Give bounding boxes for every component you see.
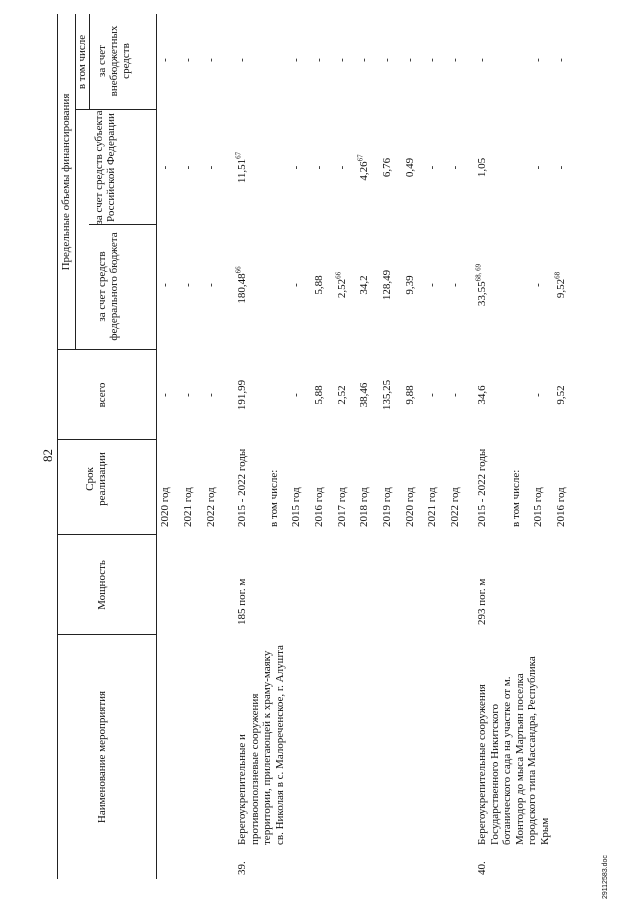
federal-amount: -: [426, 283, 438, 287]
federal-value: [182, 240, 195, 330]
period-value: 2015 год: [290, 487, 302, 527]
header-total: всего: [96, 382, 108, 408]
federal-value: [358, 240, 371, 330]
federal-value: [205, 240, 218, 330]
total-value: 2,52: [336, 385, 348, 405]
period-value: 2021 год: [426, 487, 438, 527]
column-divider-capacity: [57, 534, 156, 535]
period-value: 2019 год: [381, 487, 393, 527]
federal-value: [290, 240, 303, 330]
regional-value: [205, 120, 218, 215]
extra-value: -: [476, 58, 488, 62]
period-value: 2020 год: [404, 487, 416, 527]
footnote-ref: 66: [234, 266, 243, 274]
total-value: 135,25: [381, 379, 393, 411]
regional-value: [404, 120, 417, 215]
federal-value: [404, 240, 417, 330]
federal-amount: -: [159, 283, 171, 287]
total-value: 9,88: [404, 385, 416, 405]
federal-amount: -: [449, 283, 461, 287]
regional-amount: 1,05: [476, 157, 488, 178]
period-value: 2015 год: [532, 487, 544, 527]
column-divider-total: [57, 349, 156, 350]
regional-value: [532, 120, 545, 215]
regional-amount: -: [182, 165, 194, 170]
period-value: 2018 год: [358, 487, 370, 527]
period-value: 2016 год: [313, 487, 325, 527]
regional-value: [381, 120, 394, 215]
capacity-value: 185 пог. м: [236, 578, 248, 625]
regional-amount: -: [205, 165, 217, 170]
header-regional: за счет средств субъекта Российской Федерации: [93, 110, 117, 225]
total-value: 191,99: [236, 379, 248, 411]
regional-amount: -: [449, 165, 461, 170]
footnote-ref: 68, 69: [474, 263, 483, 282]
regional-value: [182, 120, 195, 215]
regional-amount: -: [159, 165, 171, 170]
regional-amount: -: [290, 165, 302, 170]
total-value: -: [449, 393, 461, 397]
regional-value: [313, 120, 326, 215]
federal-amount: 33,55: [476, 281, 488, 307]
period-value: 2015 - 2022 годы: [236, 448, 248, 527]
extra-value: -: [426, 58, 438, 62]
period-value: 2021 год: [182, 487, 194, 527]
row-number: 39.: [236, 861, 248, 875]
extra-value: -: [236, 58, 248, 62]
federal-amount: 9,39: [404, 275, 416, 295]
extra-value: -: [532, 58, 544, 62]
regional-value: [336, 120, 349, 215]
extra-value: -: [555, 58, 567, 62]
total-value: -: [532, 393, 544, 397]
federal-value: [336, 240, 349, 330]
extra-value: -: [205, 58, 217, 62]
period-value: 2022 год: [449, 487, 461, 527]
total-value: 9,52: [555, 385, 567, 405]
extra-value: -: [404, 58, 416, 62]
regional-value: [236, 120, 249, 215]
footnote-ref: 66: [334, 271, 343, 279]
period-value: 2015 - 2022 годы: [476, 448, 488, 527]
federal-amount: 9,52: [555, 278, 567, 299]
regional-value: [290, 120, 303, 215]
extra-value: -: [358, 58, 370, 62]
regional-amount: 6,76: [381, 157, 393, 178]
header-capacity: Мощность: [96, 560, 108, 610]
table-top-border: [57, 14, 58, 879]
total-value: -: [205, 393, 217, 397]
federal-value: [426, 240, 439, 330]
extra-value: -: [182, 58, 194, 62]
period-value: в том числе:: [268, 469, 280, 527]
total-value: -: [426, 393, 438, 397]
header-including: в том числе: [76, 34, 88, 90]
period-value: 2016 год: [555, 487, 567, 527]
header-financing: Предельные объемы финансирования: [60, 93, 72, 271]
measure-name: Берегоукрепительные сооружения Государственного Никитского ботанического сада на участке от м. Монтодор до мыса Мартьян поселка городского типа Массандра, Республика Крым: [476, 656, 551, 845]
regional-value: [476, 120, 489, 215]
period-value: 2020 год: [159, 487, 171, 527]
total-value: 34,6: [476, 385, 488, 405]
regional-amount: -: [426, 165, 438, 170]
extra-value: -: [313, 58, 325, 62]
measure-name: Берегоукрепительные и противооползневые сооружения территории, прилегающей к храму-маяку св. Николая в с. Малореченское, г. Алушта: [236, 645, 286, 845]
federal-amount: -: [532, 283, 544, 287]
regional-value: [555, 120, 568, 215]
regional-amount: 4,26: [358, 161, 370, 181]
period-value: 2022 год: [205, 487, 217, 527]
header-bottom-border: [156, 14, 157, 879]
regional-amount: -: [532, 165, 544, 170]
regional-amount: -: [555, 165, 567, 170]
row-number: 40.: [476, 861, 488, 875]
total-value: -: [159, 393, 171, 397]
regional-amount: 11,51: [236, 158, 248, 184]
federal-value: [381, 240, 394, 330]
federal-value: [236, 240, 249, 330]
total-value: -: [182, 393, 194, 397]
regional-amount: -: [336, 165, 348, 170]
capacity-value: 293 пог. м: [476, 578, 488, 625]
including-header-divider: [89, 14, 90, 110]
federal-value: [532, 240, 545, 330]
header-federal: за счет средств федерального бюджета: [96, 232, 120, 341]
regional-value: [426, 120, 439, 215]
federal-amount: 2,52: [336, 278, 348, 299]
federal-amount: 128,49: [381, 269, 393, 301]
federal-value: [476, 240, 489, 330]
column-divider-period: [57, 439, 156, 440]
regional-value: [449, 120, 462, 215]
federal-value: [313, 240, 326, 330]
footnote-ref: 68: [553, 271, 562, 279]
period-value: 2017 год: [336, 487, 348, 527]
federal-amount: 34,2: [358, 275, 370, 295]
federal-amount: 5,88: [313, 275, 325, 295]
federal-amount: 180,48: [236, 273, 248, 304]
federal-value: [159, 240, 172, 330]
federal-value: [555, 240, 568, 330]
period-value: в том числе:: [510, 469, 522, 527]
federal-amount: -: [290, 283, 302, 287]
footnote-ref: 67: [234, 151, 243, 159]
extra-value: -: [449, 58, 461, 62]
total-value: -: [290, 393, 302, 397]
header-name: Наименование мероприятия: [96, 690, 108, 824]
page-number: 82: [40, 449, 55, 462]
total-value: 38,46: [358, 382, 370, 408]
federal-amount: -: [205, 283, 217, 287]
column-divider-name: [57, 634, 156, 635]
extra-value: -: [290, 58, 302, 62]
header-period: Срок реализации: [84, 452, 108, 506]
extra-value: -: [381, 58, 393, 62]
regional-amount: -: [313, 165, 325, 170]
regional-value: [159, 120, 172, 215]
federal-amount: -: [182, 283, 194, 287]
footer-code: 29112583.doc: [602, 855, 609, 899]
regional-amount: 0,49: [404, 157, 416, 178]
extra-value: -: [336, 58, 348, 62]
federal-value: [449, 240, 462, 330]
footnote-ref: 67: [356, 154, 365, 162]
extra-value: -: [159, 58, 171, 62]
total-value: 5,88: [313, 385, 325, 405]
regional-value: [358, 120, 371, 215]
header-extra: за счет внебюджетных средств: [96, 25, 132, 97]
